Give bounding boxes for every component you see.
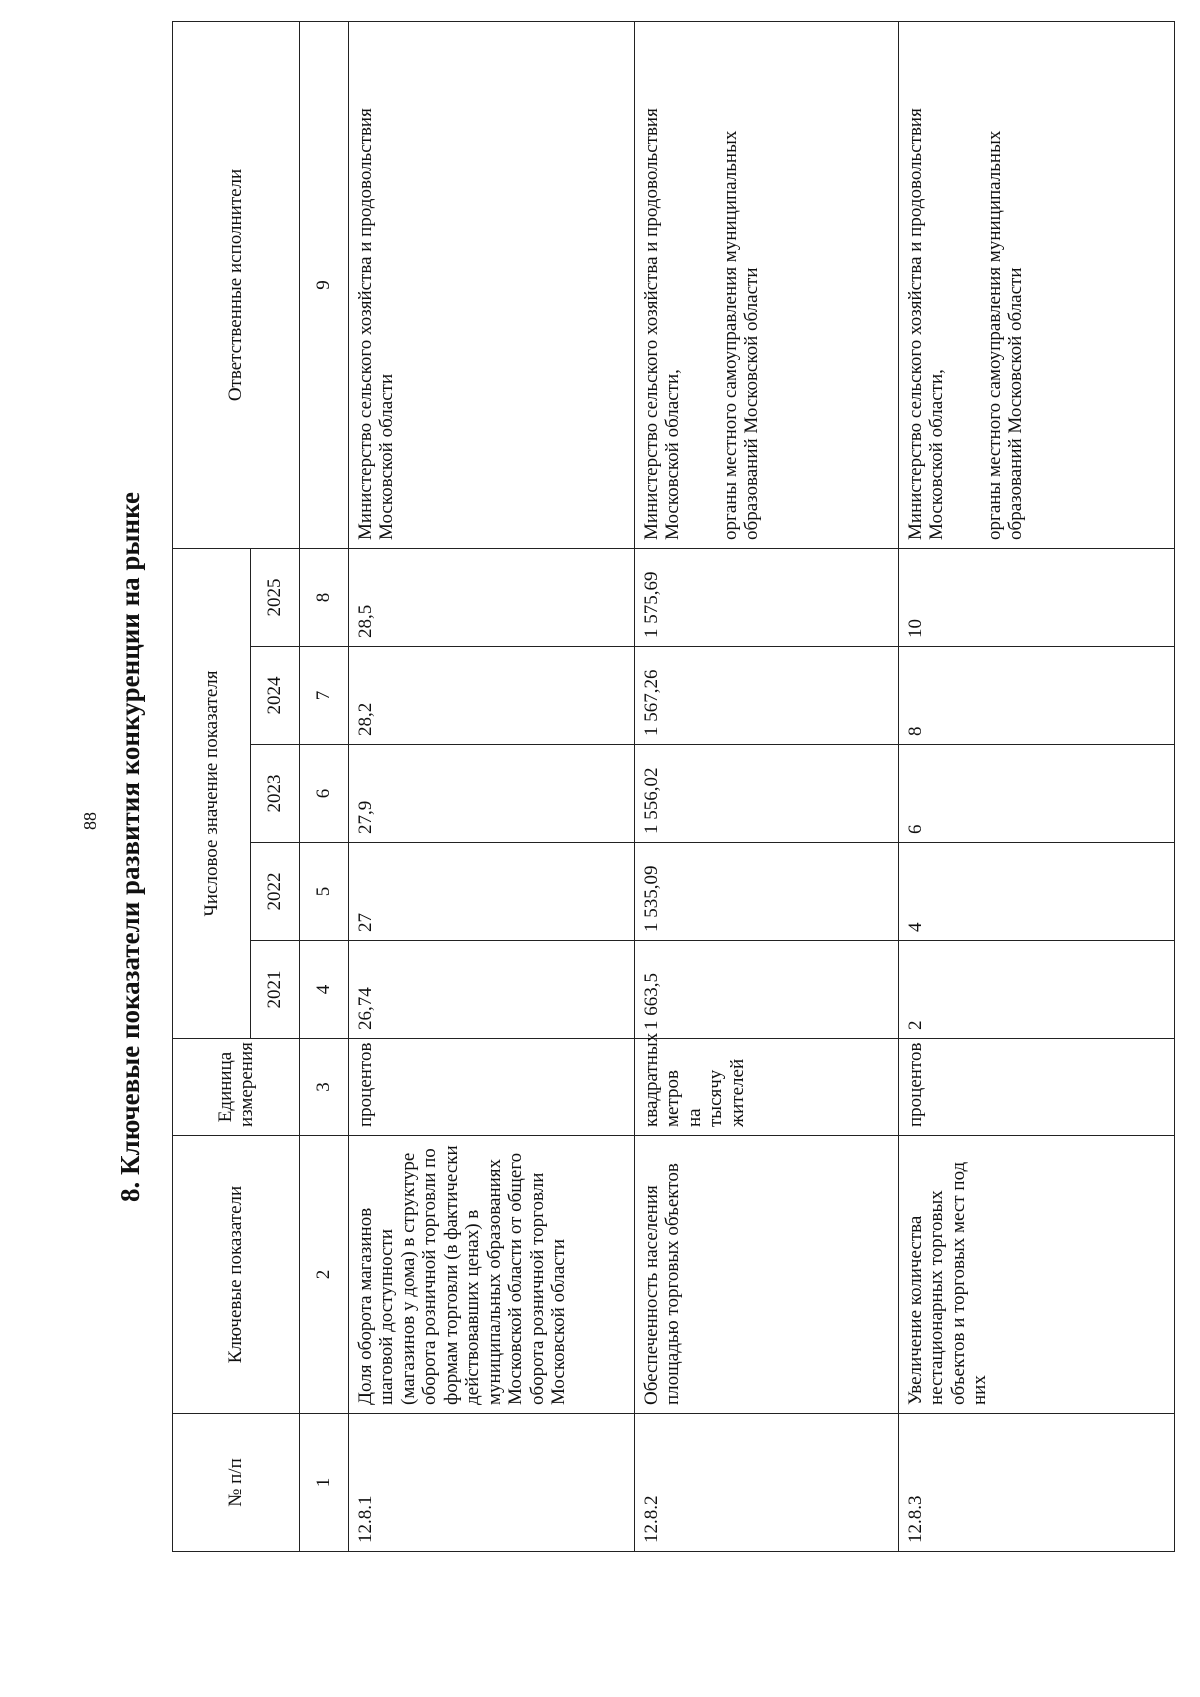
responsible-ministry: Министерство сельского хозяйства и продовольствия Московской области, xyxy=(905,108,948,540)
row-value-2025: 10 xyxy=(899,548,1175,646)
header-year: 2024 xyxy=(251,647,300,745)
column-number: 1 xyxy=(300,1414,349,1552)
page-number: 88 xyxy=(80,812,100,830)
row-value-2022: 27 xyxy=(349,843,635,941)
responsible-local-authorities: органы местного самоуправления муниципальных образований Московской области xyxy=(983,130,1027,540)
column-number: 9 xyxy=(300,21,349,548)
row-responsible xyxy=(635,21,899,548)
column-number: 5 xyxy=(300,843,349,941)
row-value-2023: 27,9 xyxy=(349,745,635,843)
row-number: 12.8.3 xyxy=(899,1414,1175,1552)
table-row xyxy=(899,21,1175,1551)
row-value-2023: 6 xyxy=(899,745,1175,843)
row-value-2021: 2 xyxy=(899,941,1175,1039)
header-year: 2021 xyxy=(251,941,300,1039)
header-num: № п/п xyxy=(173,1414,300,1552)
column-number: 7 xyxy=(300,647,349,745)
row-responsible xyxy=(349,21,635,548)
table-row xyxy=(635,21,899,1551)
header-indicator: Ключевые показатели xyxy=(173,1136,300,1414)
row-value-2024: 1 567,26 xyxy=(635,647,899,745)
header-row xyxy=(173,21,251,1551)
responsible-ministry: Министерство сельского хозяйства и продовольствия Московской области xyxy=(355,108,398,540)
row-unit: процентов xyxy=(899,1039,1175,1136)
row-responsible xyxy=(899,21,1175,548)
row-value-2023: 1 556,02 xyxy=(635,745,899,843)
row-value-2025: 28,5 xyxy=(349,548,635,646)
row-indicator: Доля оборота магазинов шаговой доступности (магазинов у дома) в структуре оборота розничной торговли по формам торговли (в фактически действовавших ценах) в муниципальных образованиях Московской области от общего оборота розничной торговли Московской области xyxy=(349,1136,635,1414)
column-number: 8 xyxy=(300,548,349,646)
row-value-2025: 1 575,69 xyxy=(635,548,899,646)
row-number: 12.8.1 xyxy=(349,1414,635,1552)
row-value-2021: 26,74 xyxy=(349,941,635,1039)
header-year: 2022 xyxy=(251,843,300,941)
column-number: 6 xyxy=(300,745,349,843)
header-value: Числовое значение показателя xyxy=(173,548,251,1038)
key-indicators-table xyxy=(172,21,1175,1552)
row-value-2022: 4 xyxy=(899,843,1175,941)
row-value-2024: 28,2 xyxy=(349,647,635,745)
row-indicator: Обеспеченность населения площадью торговых объектов xyxy=(635,1136,899,1414)
row-unit: квадратных метров на тысячу жителей xyxy=(635,1039,899,1136)
column-number: 4 xyxy=(300,941,349,1039)
responsible-ministry: Министерство сельского хозяйства и продовольствия Московской области, xyxy=(641,108,684,540)
row-value-2022: 1 535,09 xyxy=(635,843,899,941)
header-year: 2025 xyxy=(251,548,300,646)
table-row xyxy=(349,21,635,1551)
responsible-local-authorities: органы местного самоуправления муниципальных образований Московской области xyxy=(719,130,763,540)
section-title: 8. Ключевые показатели развития конкуренции на рынке xyxy=(115,492,145,1202)
row-value-2021: 1 663,5 xyxy=(635,941,899,1039)
row-number: 12.8.2 xyxy=(635,1414,899,1552)
header-responsible: Ответственные исполнители xyxy=(173,21,300,548)
header-unit: Единица измерения xyxy=(173,1039,300,1136)
row-unit: процентов xyxy=(349,1039,635,1136)
row-value-2024: 8 xyxy=(899,647,1175,745)
column-number: 3 xyxy=(300,1039,349,1136)
column-number: 2 xyxy=(300,1136,349,1414)
header-year: 2023 xyxy=(251,745,300,843)
row-indicator: Увеличение количества нестационарных торговых объектов и торговых мест под них xyxy=(899,1136,1175,1414)
column-numbers-row xyxy=(300,21,349,1551)
